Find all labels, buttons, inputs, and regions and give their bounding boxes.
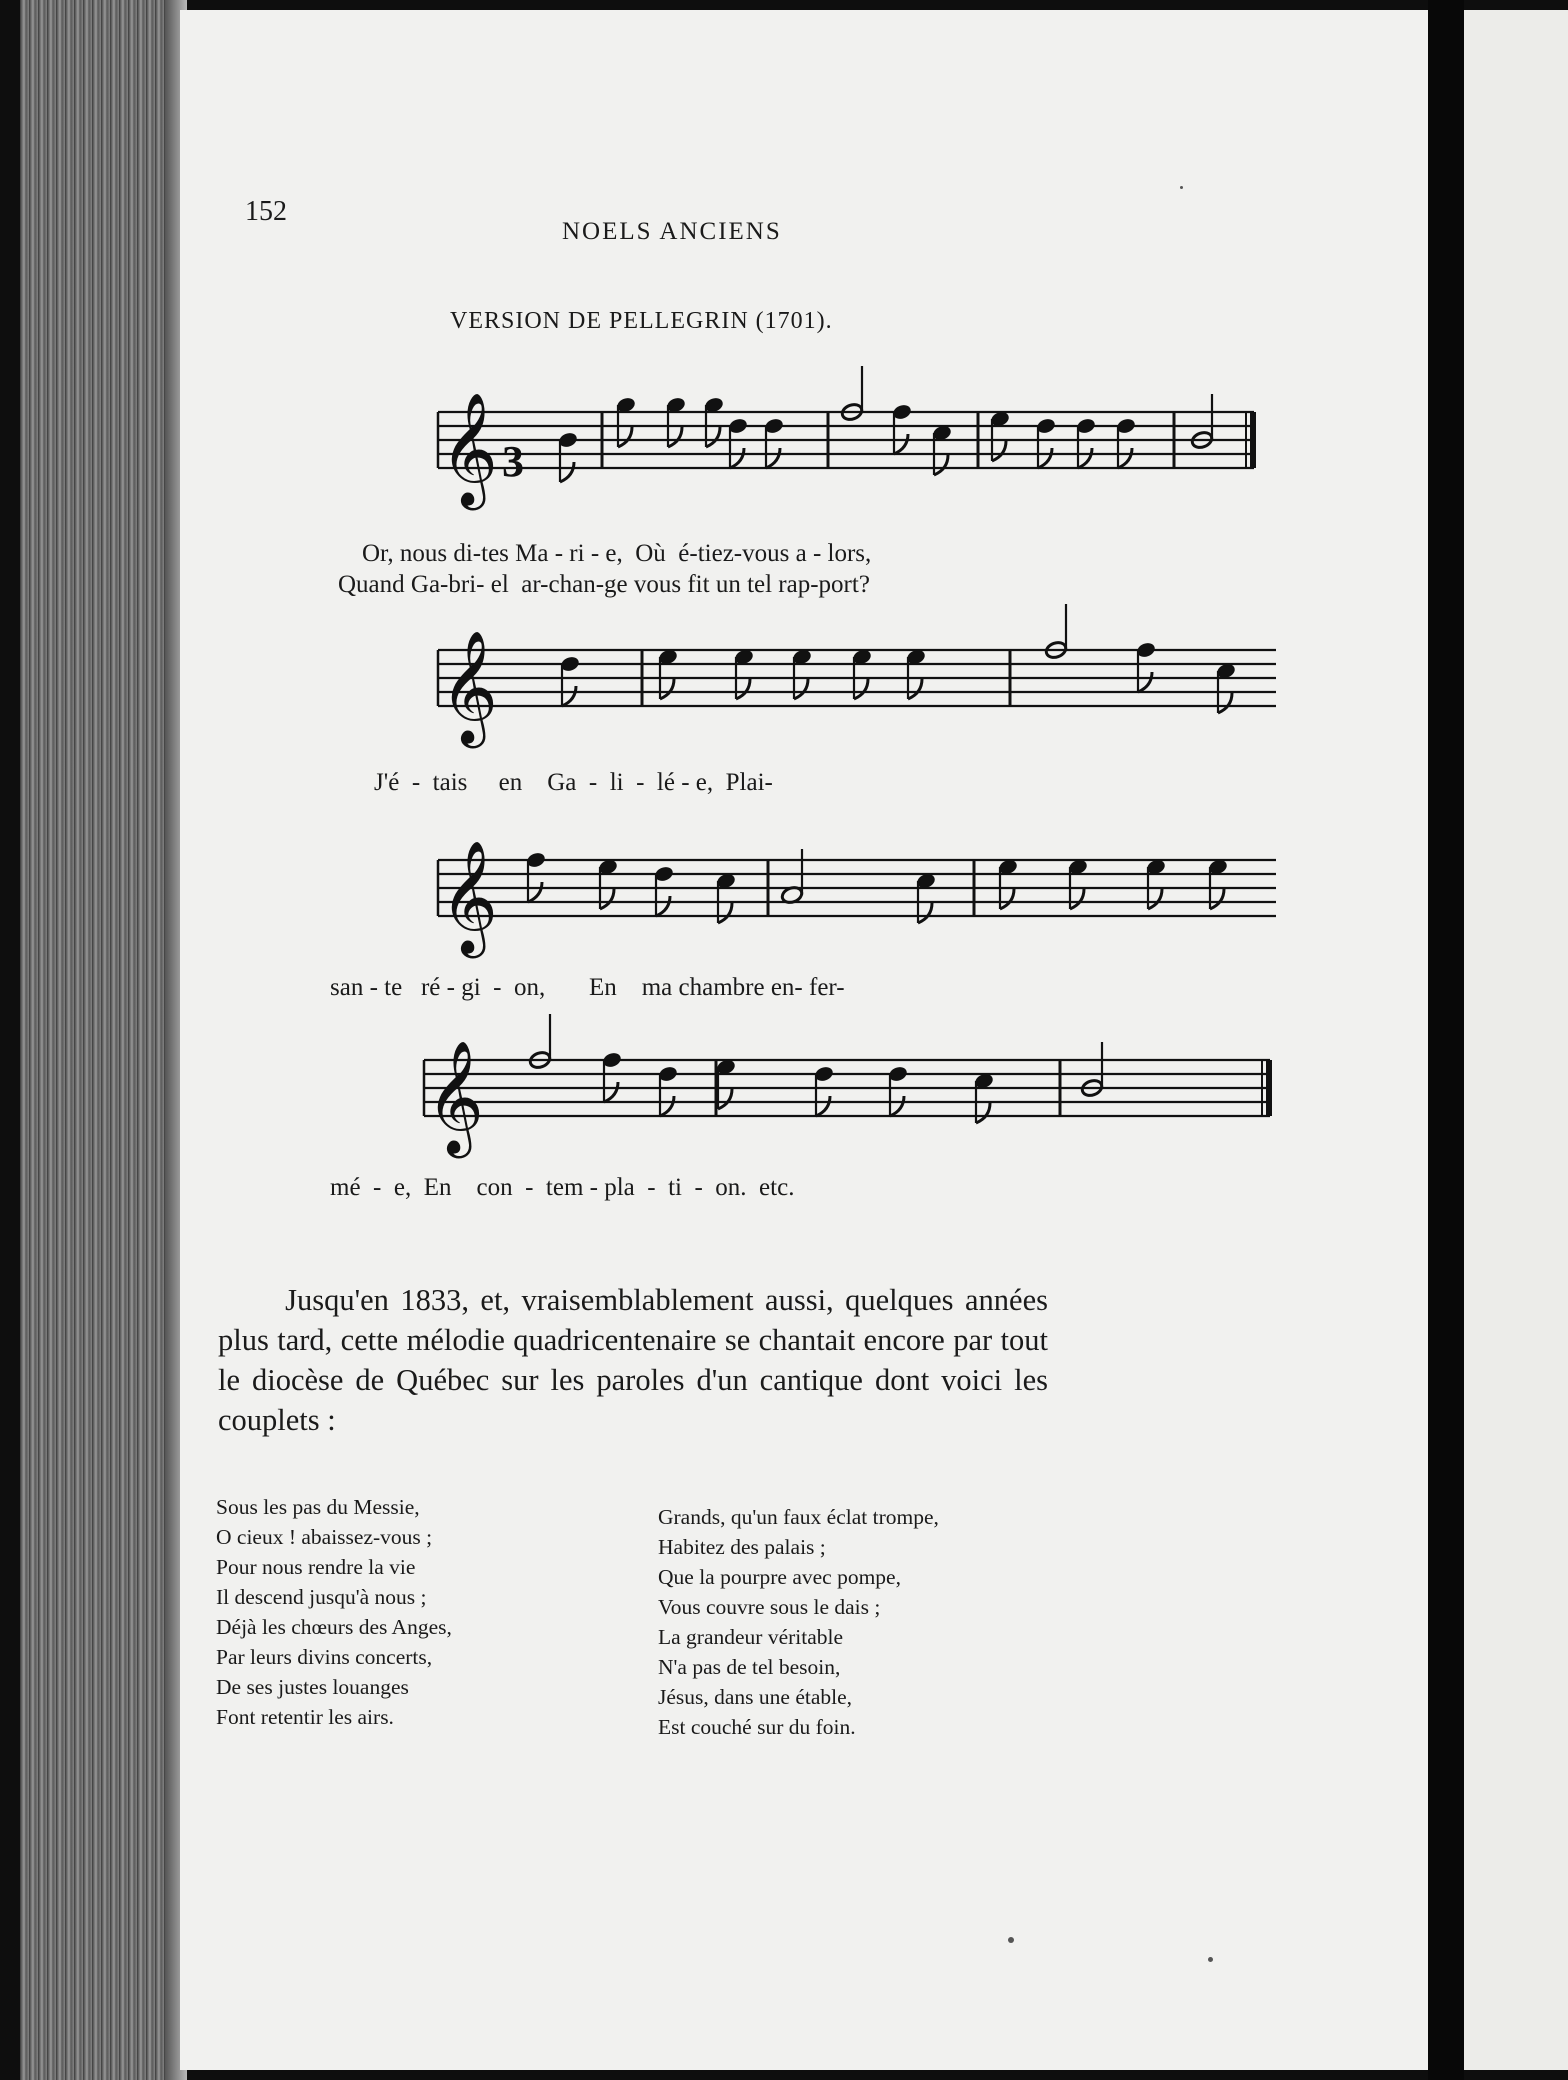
treble-clef-icon: 𝄞 — [426, 1040, 484, 1154]
note-flag — [1118, 448, 1132, 468]
note-flag — [1148, 889, 1162, 909]
note-flag — [560, 462, 574, 482]
note-flag — [1000, 889, 1014, 909]
note-flag — [1038, 448, 1052, 468]
verse-line: Jésus, dans une étable, — [658, 1685, 853, 1709]
verse-line: Font retentir les airs. — [216, 1705, 394, 1729]
note-flag — [890, 1096, 904, 1116]
final-barline — [1266, 1060, 1272, 1116]
lyrics-line: Or, nous di-tes Ma - ri - e, Où é-tiez-vous a - lors, — [362, 540, 872, 567]
verse-line: Vous couvre sous le dais ; — [658, 1595, 881, 1619]
note-flag — [918, 903, 932, 923]
note-flag — [816, 1096, 830, 1116]
paper-speck — [1180, 186, 1183, 189]
note-flag — [992, 441, 1006, 461]
verse-line: Sous les pas du Messie, — [216, 1495, 420, 1519]
verse-line: Il descend jusqu'à nous ; — [216, 1585, 427, 1609]
note-flag — [668, 427, 682, 447]
verse-line: Déjà les chœurs des Anges, — [216, 1615, 452, 1639]
note-flag — [854, 679, 868, 699]
note-flag — [600, 889, 614, 909]
note-flag — [976, 1103, 990, 1123]
note-flag — [766, 448, 780, 468]
lyrics-line: mé - e, En con - tem - pla - ti - on. etc. — [330, 1174, 795, 1201]
verse-line: Pour nous rendre la vie — [216, 1555, 416, 1579]
verse-right — [658, 1502, 939, 1742]
verse-line: Est couché sur du foin. — [658, 1715, 856, 1739]
note-flag — [1078, 448, 1092, 468]
running-head-title: NOELS ANCIENS — [562, 218, 782, 245]
treble-clef-icon: 𝄞 — [440, 630, 498, 744]
verse-line: De ses justes louanges — [216, 1675, 409, 1699]
note-flag — [1070, 889, 1084, 909]
note-flag — [618, 427, 632, 447]
verse-line: Par leurs divins concerts, — [216, 1645, 433, 1669]
note-flag — [730, 448, 744, 468]
note-flag — [736, 679, 750, 699]
paragraph-text: Jusqu'en 1833, et, vraisemblablement aussi, quelques années plus tard, cette mélodie quadricentenaire se chantait encore par tout le diocèse de Québec sur les paroles d'un cantique dont voici les couplets : — [218, 1283, 1048, 1437]
page-number: 152 — [245, 196, 287, 227]
note-flag — [718, 1089, 732, 1109]
lyrics-line: san - te ré - gi - on, En ma chambre en- fer- — [330, 974, 845, 1001]
note-flag — [908, 679, 922, 699]
treble-clef-icon: 𝄞 — [440, 840, 498, 954]
lyrics-line: Quand Ga-bri- el ar-chan-ge vous fit un tel rap-port? — [338, 571, 870, 598]
lyrics-line: J'é - tais en Ga - li - lé - e, Plai- — [374, 769, 773, 796]
verse-line: Grands, qu'un faux éclat trompe, — [658, 1505, 939, 1529]
paper-speck — [1008, 1937, 1014, 1943]
section-title: VERSION DE PELLEGRIN (1701). — [450, 308, 833, 334]
verse-line: N'a pas de tel besoin, — [658, 1655, 841, 1679]
paper-speck — [1208, 1957, 1213, 1962]
verse-line: Que la pourpre avec pompe, — [658, 1565, 901, 1589]
verse-line: Habitez des palais ; — [658, 1535, 826, 1559]
note-flag — [562, 686, 576, 706]
note-flag — [718, 903, 732, 923]
note-flag — [934, 455, 948, 475]
note-flag — [894, 434, 908, 454]
note-flag — [660, 1096, 674, 1116]
note-flag — [1210, 889, 1224, 909]
time-signature: 3 — [502, 437, 524, 486]
verse-left — [216, 1492, 452, 1732]
note-flag — [528, 882, 542, 902]
note-flag — [1218, 693, 1232, 713]
body-paragraph — [218, 1280, 1048, 1440]
final-barline — [1250, 412, 1256, 468]
note-flag — [1138, 672, 1152, 692]
note-flag — [706, 427, 720, 447]
verse-line: La grandeur véritable — [658, 1625, 844, 1649]
note-flag — [660, 679, 674, 699]
note-flag — [604, 1082, 618, 1102]
note-flag — [656, 896, 670, 916]
verse-line: O cieux ! abaissez-vous ; — [216, 1525, 433, 1549]
note-flag — [794, 679, 808, 699]
treble-clef-icon: 𝄞 — [440, 392, 498, 506]
